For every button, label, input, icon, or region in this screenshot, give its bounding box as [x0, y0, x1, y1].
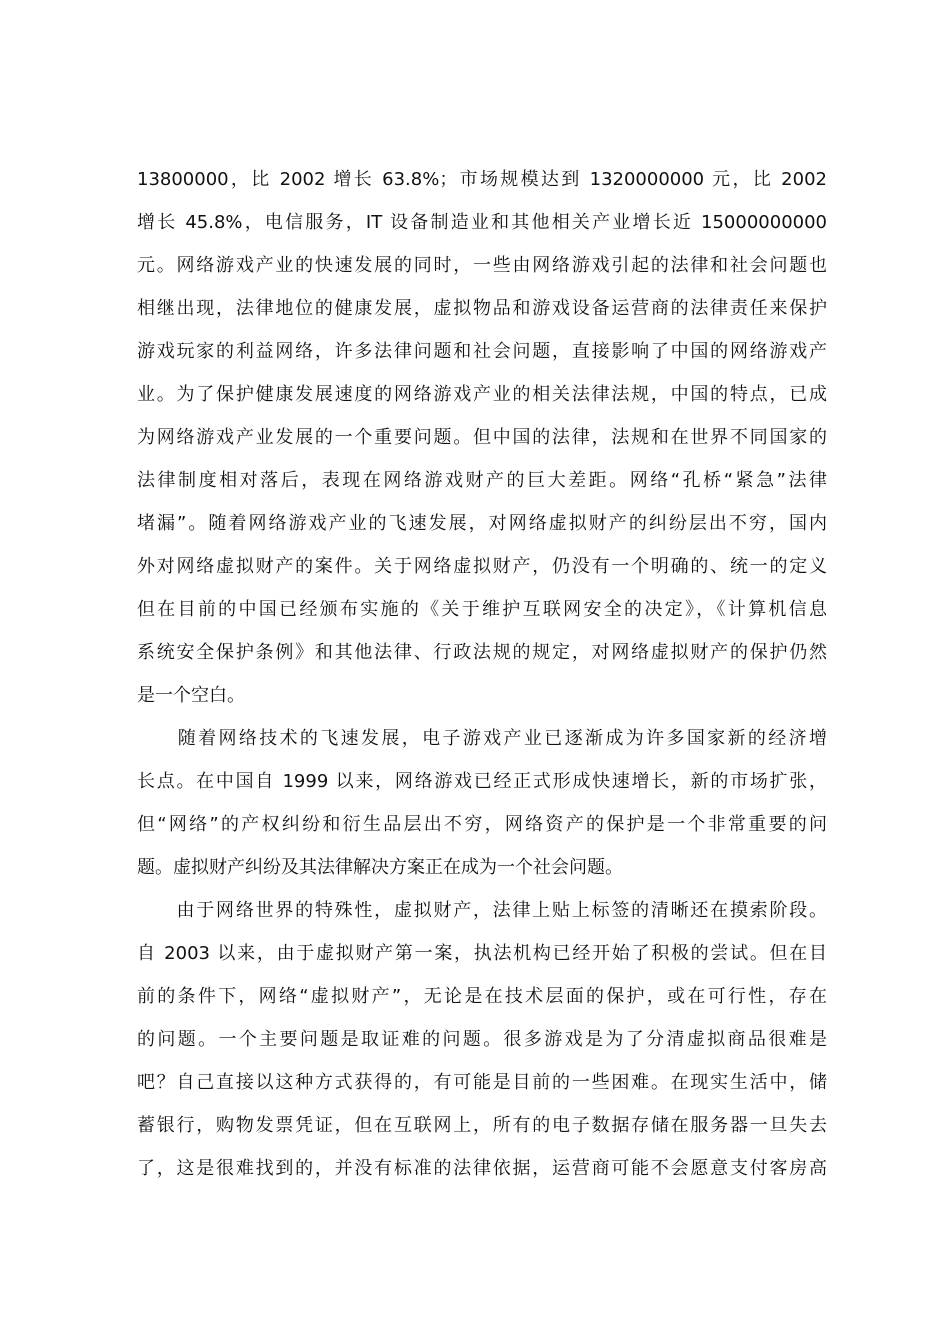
- text-line: 但在目前的中国已经颁布实施的《关于维护互联网安全的决定》，《计算机信息: [137, 599, 827, 620]
- paragraph-end-line: 题。虚拟财产纠纷及其法律解决方案正在成为一个社会问题。: [137, 857, 623, 878]
- text-line: 前的条件下，网络“虚拟财产”，无论是在技术层面的保护，或在可行性，存在: [137, 986, 827, 1007]
- text-line: 堵漏”。随着网络游戏产业的飞速发展，对网络虚拟财产的纠纷层出不穷，国内: [137, 513, 827, 534]
- text-line: 随着网络技术的飞速发展，电子游戏产业已逐渐成为许多国家新的经济增: [137, 728, 827, 749]
- text-line: 长点。在中国自 1999 以来，网络游戏已经正式形成快速增长，新的市场扩张，: [137, 771, 827, 792]
- text-line: 外对网络虚拟财产的案件。关于网络虚拟财产，仍没有一个明确的、统一的定义: [137, 556, 827, 577]
- text-line: 了，这是很难找到的，并没有标准的法律依据，运营商可能不会愿意支付客房高: [137, 1158, 827, 1179]
- text-line: 业。为了保护健康发展速度的网络游戏产业的相关法律法规，中国的特点，已成: [137, 384, 827, 405]
- text-line: 由于网络世界的特殊性，虚拟财产，法律上贴上标签的清晰还在摸索阶段。: [137, 900, 827, 921]
- text-line: 蓄银行，购物发票凭证，但在互联网上，所有的电子数据存储在服务器一旦失去: [137, 1115, 827, 1136]
- text-line: 相继出现，法律地位的健康发展，虚拟物品和游戏设备运营商的法律责任来保护: [137, 298, 827, 319]
- text-line: 法律制度相对落后，表现在网络游戏财产的巨大差距。网络“孔桥“紧急”法律: [137, 470, 827, 491]
- body-text: [137, 164, 827, 1196]
- text-line: 增长 45.8%，电信服务，IT 设备制造业和其他相关产业增长近 15000000000: [137, 212, 827, 233]
- text-line: 吧？自己直接以这种方式获得的，有可能是目前的一些困难。在现实生活中，储: [137, 1072, 827, 1093]
- text-line: 游戏玩家的利益网络，许多法律问题和社会问题，直接影响了中国的网络游戏产: [137, 341, 827, 362]
- text-line: 自 2003 以来，由于虚拟财产第一案，执法机构已经开始了积极的尝试。但在目: [137, 943, 827, 964]
- text-line: 但“网络”的产权纠纷和衍生品层出不穷，网络资产的保护是一个非常重要的问: [137, 814, 827, 835]
- paragraph-end-line: 是一个空白。: [137, 685, 245, 706]
- text-line: 元。网络游戏产业的快速发展的同时，一些由网络游戏引起的法律和社会问题也: [137, 255, 827, 276]
- text-line: 系统安全保护条例》和其他法律、行政法规的规定，对网络虚拟财产的保护仍然: [137, 642, 827, 663]
- text-line: 13800000，比 2002 增长 63.8%；市场规模达到 1320000000 元，比 2002: [137, 169, 827, 190]
- text-line: 的问题。一个主要问题是取证难的问题。很多游戏是为了分清虚拟商品很难是: [137, 1029, 827, 1050]
- text-line: 为网络游戏产业发展的一个重要问题。但中国的法律，法规和在世界不同国家的: [137, 427, 827, 448]
